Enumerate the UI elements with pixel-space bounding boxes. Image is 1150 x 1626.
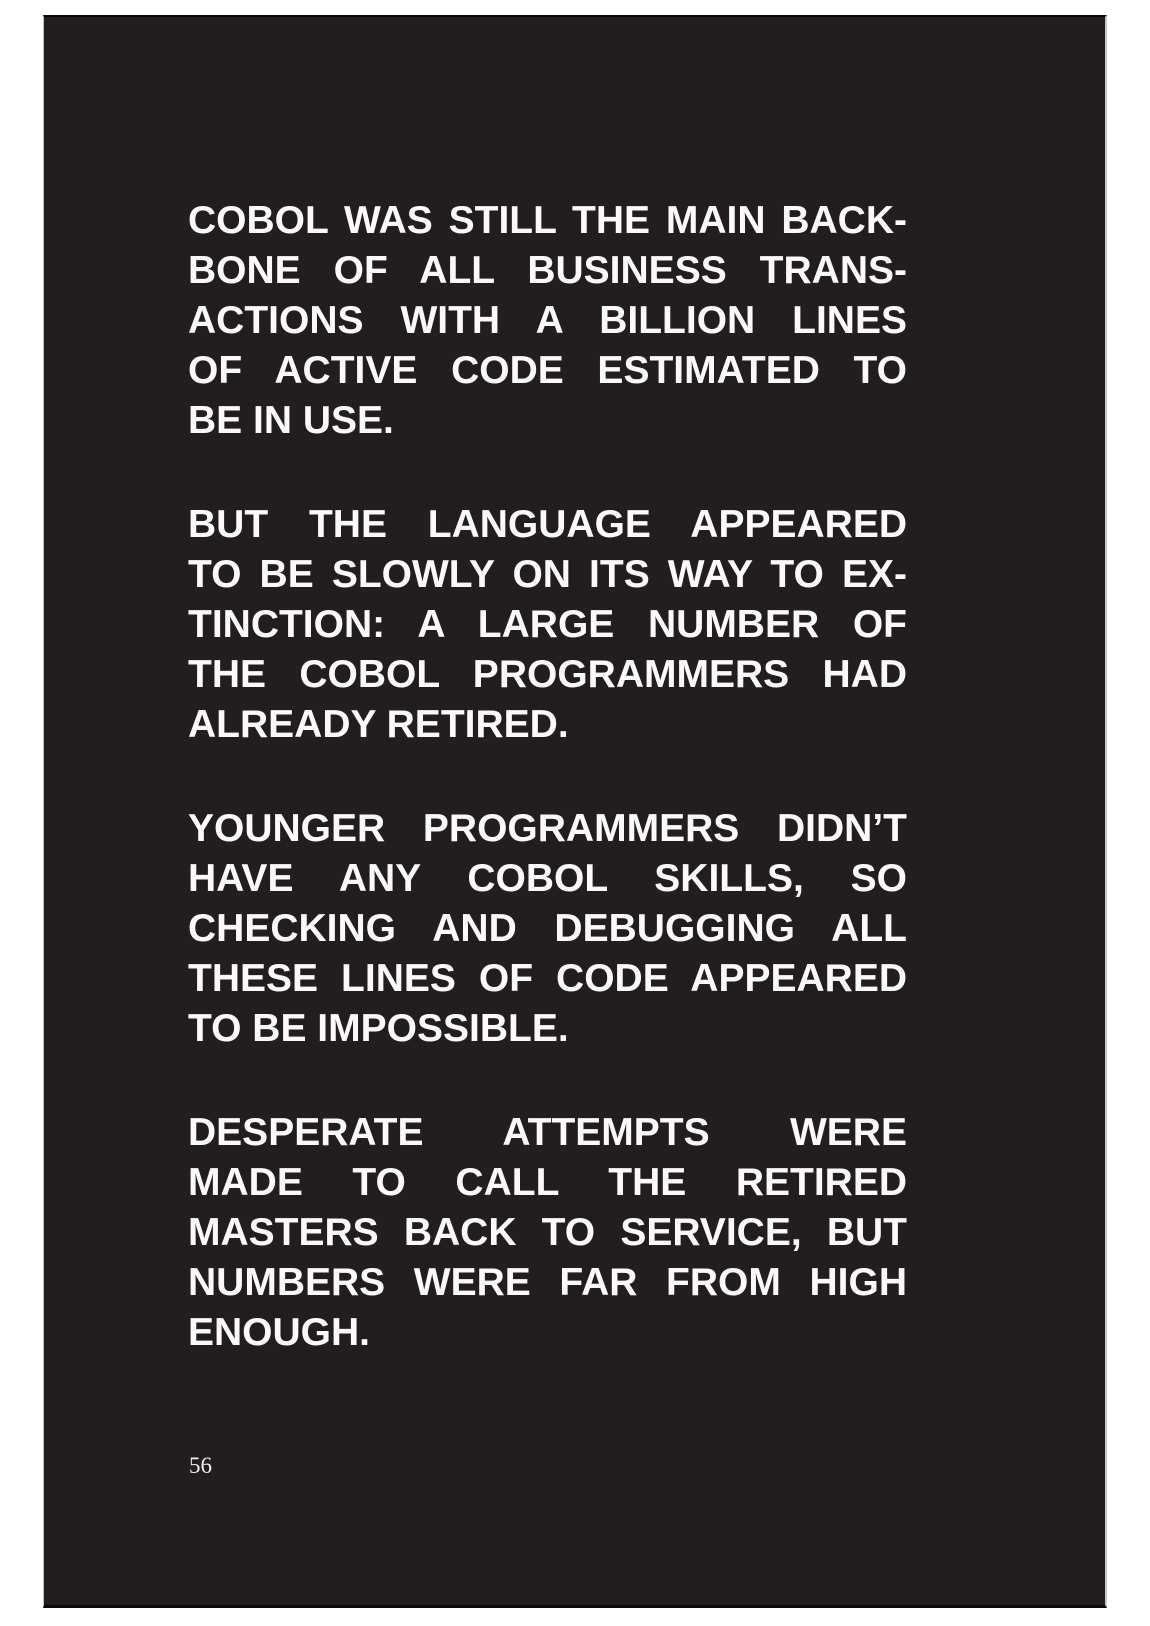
text-line: BUT THE LANGUAGE APPEARED	[188, 503, 907, 546]
text-line: BONE OF ALL BUSINESS TRANS-	[188, 249, 907, 292]
text-line: CHECKING AND DEBUGGING ALL	[188, 907, 907, 950]
text-line: BE IN USE.	[188, 399, 394, 442]
paragraph-2	[188, 500, 907, 750]
text-line: COBOL WAS STILL THE MAIN BACK-	[188, 199, 907, 242]
text-block	[188, 196, 907, 1358]
paragraph-4	[188, 1108, 907, 1358]
text-line: DESPERATE ATTEMPTS WERE	[188, 1111, 907, 1154]
paragraph-3	[188, 804, 907, 1054]
text-line: TO BE IMPOSSIBLE.	[188, 1007, 569, 1050]
text-line: ACTIONS WITH A BILLION LINES	[188, 299, 907, 342]
text-line: THESE LINES OF CODE APPEARED	[188, 957, 907, 1000]
text-line: NUMBERS WERE FAR FROM HIGH	[188, 1261, 907, 1304]
text-line: TINCTION: A LARGE NUMBER OF	[188, 603, 907, 646]
text-line: THE COBOL PROGRAMMERS HAD	[188, 653, 907, 696]
text-line: OF ACTIVE CODE ESTIMATED TO	[188, 349, 907, 392]
paragraph-1	[188, 196, 907, 446]
text-line: MASTERS BACK TO SERVICE, BUT	[188, 1211, 907, 1254]
book-page	[43, 15, 1107, 1608]
text-line: HAVE ANY COBOL SKILLS, SO	[188, 857, 907, 900]
text-line: MADE TO CALL THE RETIRED	[188, 1161, 907, 1204]
page-number: 56	[189, 1453, 212, 1478]
text-line: TO BE SLOWLY ON ITS WAY TO EX-	[188, 553, 907, 596]
text-line: YOUNGER PROGRAMMERS DIDN’T	[188, 807, 907, 850]
text-line: ENOUGH.	[188, 1311, 371, 1354]
text-line: ALREADY RETIRED.	[188, 703, 569, 746]
